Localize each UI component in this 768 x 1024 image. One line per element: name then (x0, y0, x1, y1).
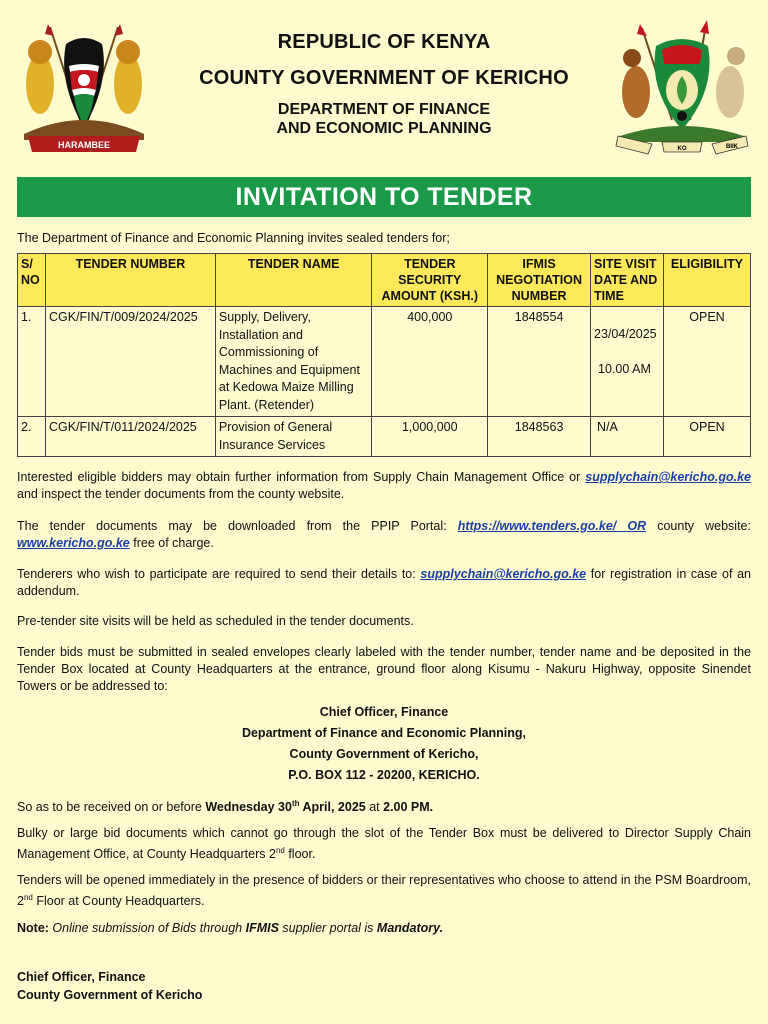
cell-tender-name: Provision of General Insurance Services (215, 417, 372, 457)
deadline-date: Wednesday 30th April, 2025 (205, 799, 366, 815)
kericho-county-emblem-icon (612, 20, 752, 160)
cell-eligibility: OPEN (664, 417, 751, 457)
cell-tender-name: Supply, Delivery, Installation and Commissioning of Machines and Equipment at Kedowa Maize Milling Plant. (Retender) (215, 307, 372, 417)
address-line: P.O. BOX 112 - 20200, KERICHO. (288, 768, 480, 782)
department-title-2: AND ECONOMIC PLANNING (276, 120, 492, 137)
emblem-motto-biik: BIIK (726, 144, 738, 150)
deadline-time: 2.00 PM. (383, 800, 434, 815)
info-paragraph: Interested eligible bidders may obtain further information from Supply Chain Management Office or supplychain@kericho.go.ke and inspect the tender documents from the county website. (17, 470, 751, 501)
col-sno: S/ NO (18, 254, 46, 307)
address-block (17, 702, 751, 786)
county-title: COUNTY GOVERNMENT OF KERICHO (199, 67, 569, 89)
intro-text: The Department of Finance and Economic Planning invites sealed tenders for; (17, 231, 450, 245)
col-tender-number: TENDER NUMBER (45, 254, 215, 307)
col-security: TENDER SECURITY AMOUNT (KSH.) (372, 254, 488, 307)
col-tender-name: TENDER NAME (215, 254, 372, 307)
registration-email-link[interactable]: supplychain@kericho.go.ke (420, 567, 587, 581)
site-visit-paragraph: Pre-tender site visits will be held as scheduled in the tender documents. (17, 614, 414, 628)
cell-ifmis: 1848563 (488, 417, 591, 457)
table-row (18, 307, 751, 417)
cell-ifmis: 1848554 (488, 307, 591, 417)
kenya-coat-of-arms-icon (18, 22, 150, 154)
site-visit-time: 10.00 AM (598, 361, 651, 376)
deadline-paragraph: So as to be received on or before Wednesday 30th April, 2025 at 2.00 PM. (17, 799, 434, 815)
table-header-row (18, 254, 751, 307)
cell-eligibility: OPEN (664, 307, 751, 417)
download-paragraph: The tender documents may be downloaded from the PPIP Portal: https://www.tenders.go.ke/ OR county website: www.kericho.go.ke free of charge. (17, 519, 751, 550)
county-website-link[interactable]: www.kericho.go.ke (17, 536, 130, 550)
ppip-portal-link[interactable]: https://www.tenders.go.ke/ OR (457, 519, 647, 533)
site-visit-date: 23/04/2025 (594, 327, 657, 341)
email-link[interactable]: supplychain@kericho.go.ke (585, 470, 751, 484)
emblem-motto-ko: KO (677, 146, 687, 152)
cell-sno: 1. (18, 307, 46, 417)
tender-table (17, 253, 751, 457)
signature-title: Chief Officer, Finance (17, 970, 146, 984)
col-site-visit: SITE VISIT DATE AND TIME (591, 254, 664, 307)
cell-security: 1,000,000 (372, 417, 488, 457)
registration-paragraph: Tenderers who wish to participate are required to send their details to: supplychain@kericho.go.ke for registration in case of an addendum. (17, 567, 751, 598)
site-visit-date: N/A (597, 420, 618, 434)
department-title-1: DEPARTMENT OF FINANCE (277, 101, 491, 118)
cell-security: 400,000 (372, 307, 488, 417)
address-line: Department of Finance and Economic Planning, (241, 726, 527, 740)
cell-sno: 2. (18, 417, 46, 457)
col-eligibility: ELIGIBILITY (664, 254, 751, 307)
cell-site-visit (591, 307, 664, 417)
country-title: REPUBLIC OF KENYA (277, 31, 491, 53)
address-line: Chief Officer, Finance (319, 705, 449, 719)
note-paragraph: Note: Online submission of Bids through IFMIS supplier portal is Mandatory. (17, 921, 444, 935)
cell-site-visit (591, 417, 664, 457)
col-ifmis: IFMIS NEGOTIATION NUMBER (488, 254, 591, 307)
table-row (18, 417, 751, 457)
bulky-documents-paragraph: Bulky or large bid documents which cannot go through the slot of the Tender Box must be delivered to Director Supply Chain Management Office, at County Headquarters 2nd floor. (17, 826, 751, 862)
opening-paragraph: Tenders will be opened immediately in the presence of bidders or their representatives who choose to attend in the PSM Boardroom, 2nd Floor at County Headquarters. (17, 873, 751, 909)
invitation-banner: INVITATION TO TENDER (17, 177, 751, 217)
cell-tender-number: CGK/FIN/T/011/2024/2025 (45, 417, 215, 457)
address-line: County Government of Kericho, (289, 747, 479, 761)
signature-org: County Government of Kericho (17, 988, 203, 1002)
signature-block (17, 968, 202, 1004)
submission-paragraph: Tender bids must be submitted in sealed envelopes clearly labeled with the tender number, tender name and be deposited in the Tender Box located at County Headquarters at the entrance, ground floor along Kisumu - Nakuru Highway, opposite Sinendet Towers or be addressed to: (17, 645, 751, 693)
letterhead (0, 0, 768, 170)
letterhead-titles (150, 30, 618, 138)
emblem-motto: HARAMBEE (57, 140, 111, 150)
cell-tender-number: CGK/FIN/T/009/2024/2025 (45, 307, 215, 417)
note-label: Note: (17, 921, 49, 935)
